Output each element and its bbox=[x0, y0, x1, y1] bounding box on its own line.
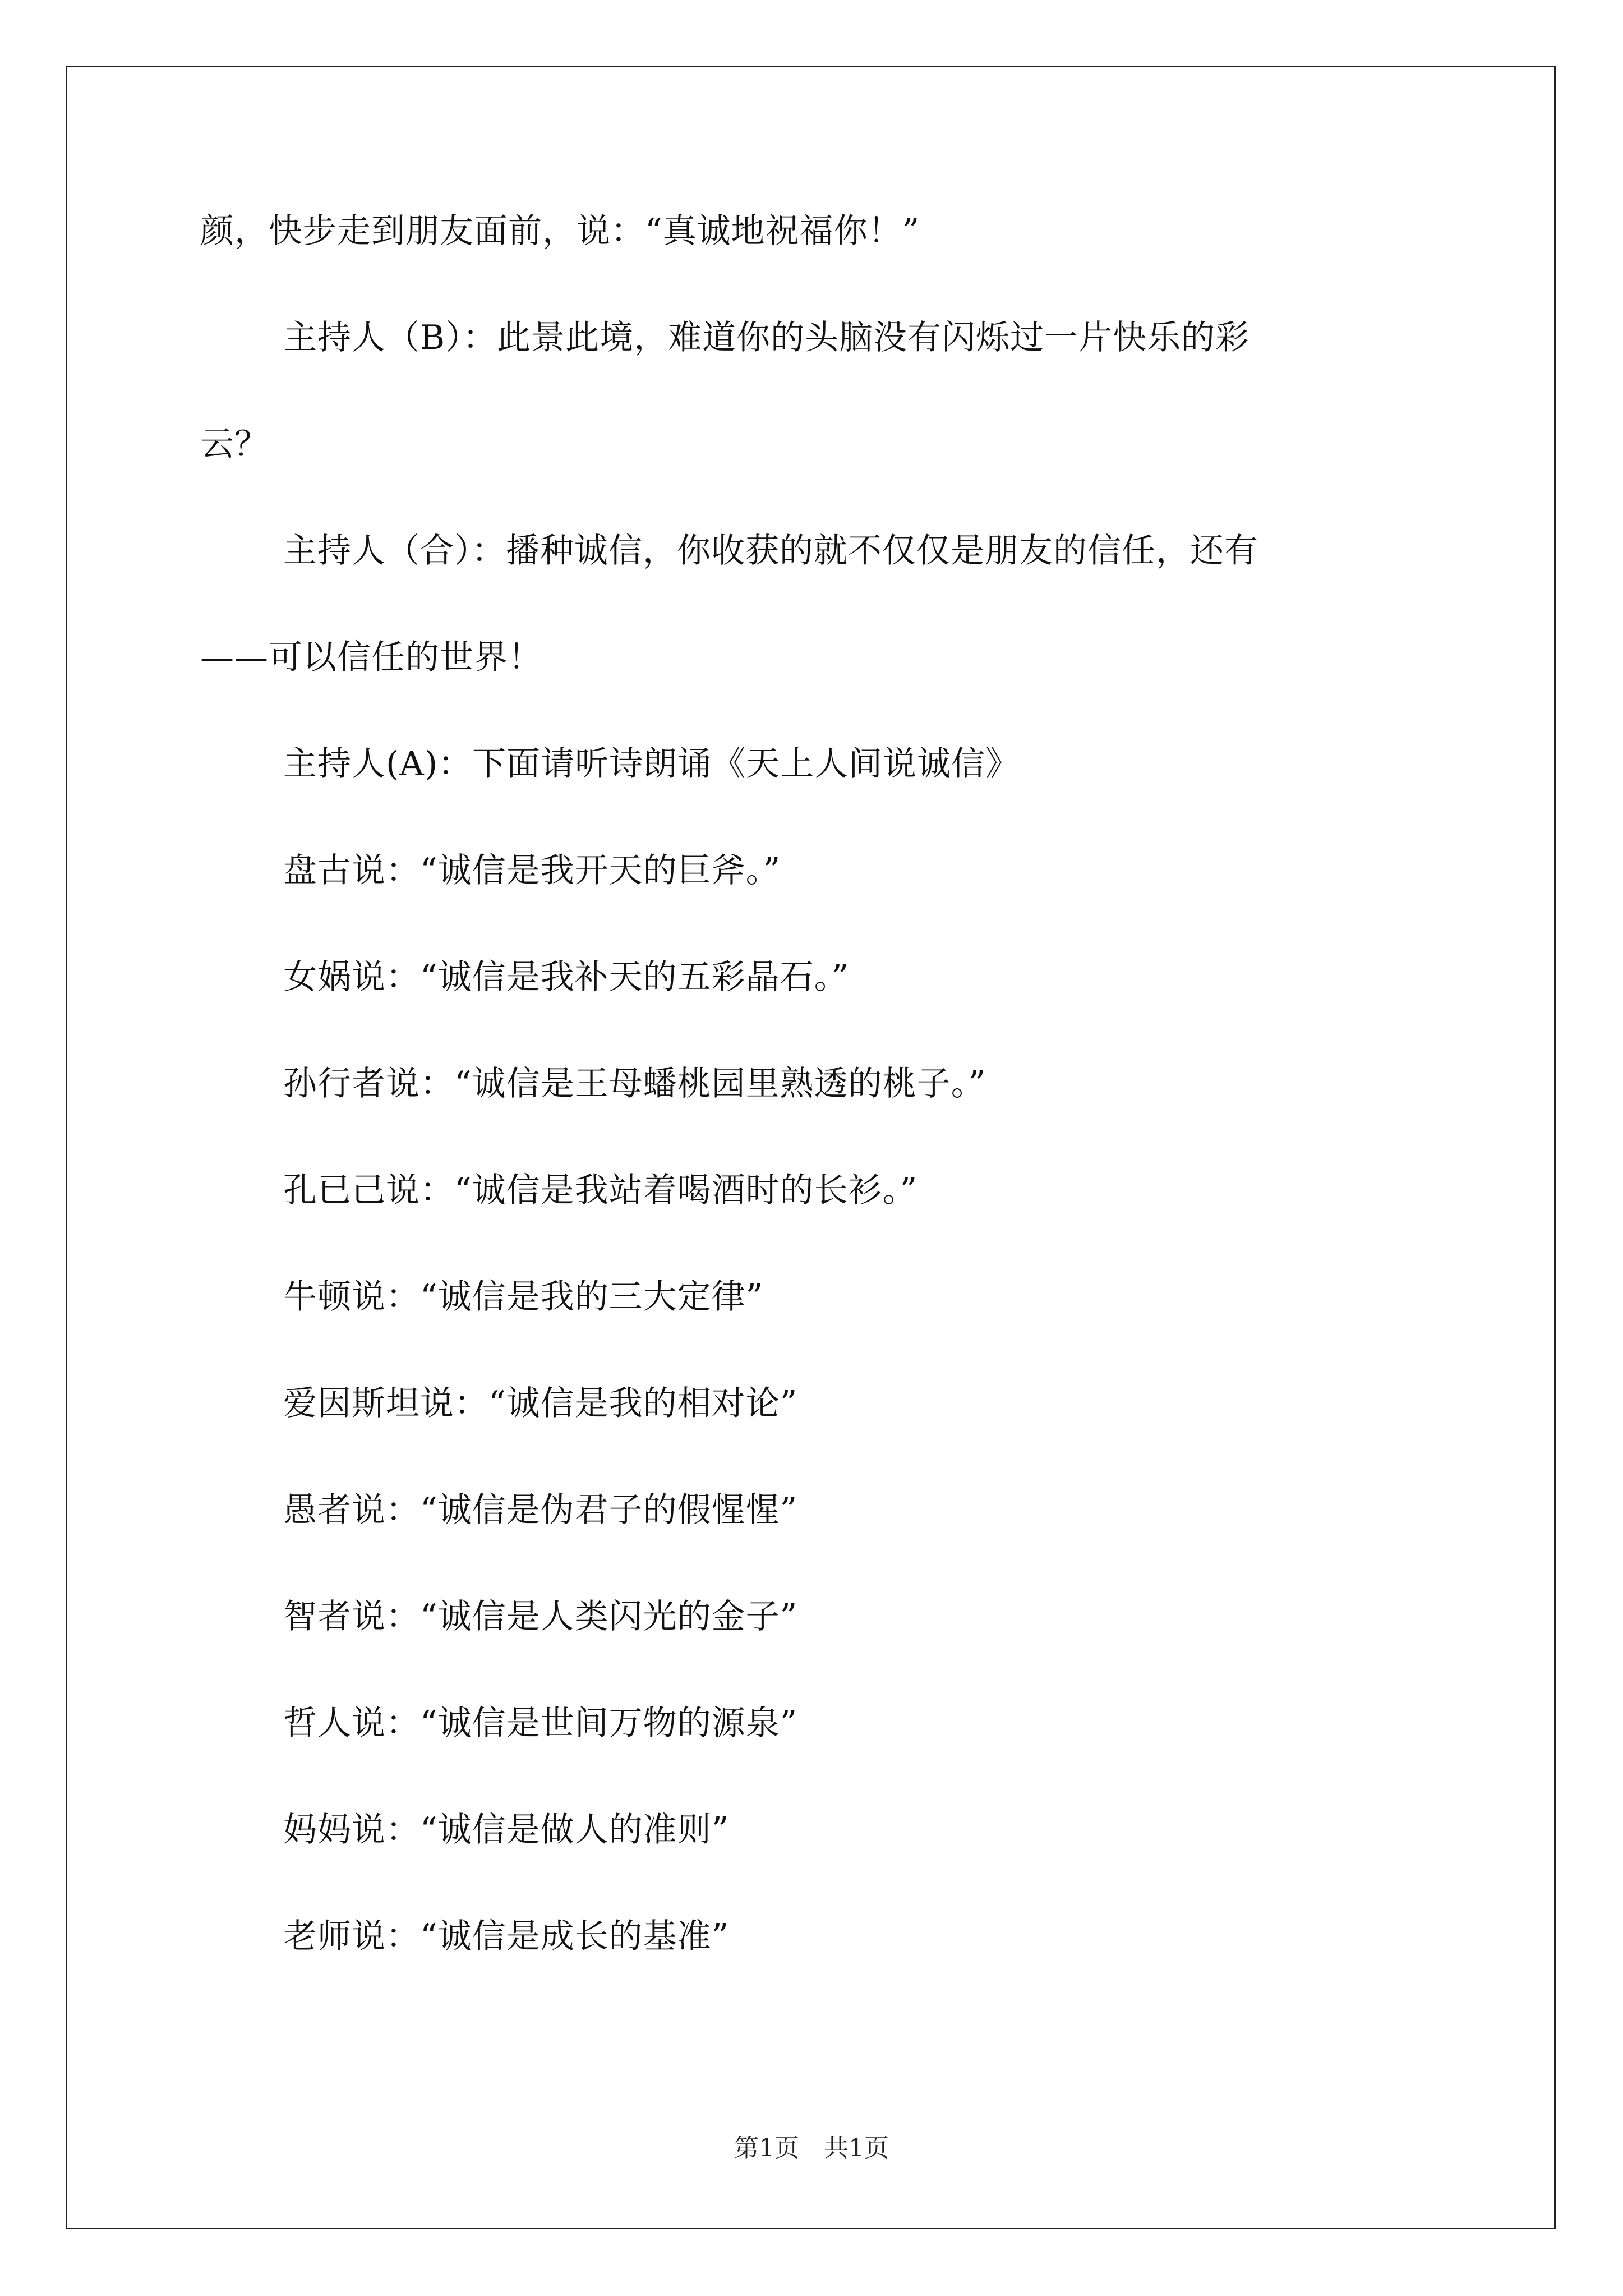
page-number-footer: 第1页 共1页 bbox=[734, 2134, 889, 2162]
document-body bbox=[200, 209, 1423, 2021]
text-line-3: 云？ bbox=[200, 425, 269, 464]
text-line-8: 女娲说：“诚信是我补天的五彩晶石。” bbox=[283, 958, 850, 997]
text-line-10: 孔已己说：“诚信是我站着喝酒时的长衫。” bbox=[283, 1171, 918, 1210]
text-line-5: ——可以信任的世界！ bbox=[200, 638, 542, 677]
text-line-11: 牛顿说：“诚信是我的三大定律” bbox=[283, 1277, 764, 1317]
text-line-4: 主持人（合）：播种诚信，你收获的就不仅仅是朋友的信任，还有 bbox=[283, 531, 1258, 570]
text-line-13: 愚者说：“诚信是伪君子的假惺惺” bbox=[283, 1490, 798, 1530]
text-line-15: 哲人说：“诚信是世间万物的源泉” bbox=[283, 1704, 798, 1743]
text-line-12: 爱因斯坦说：“诚信是我的相对论” bbox=[283, 1384, 798, 1423]
text-line-16: 妈妈说：“诚信是做人的准则” bbox=[283, 1810, 730, 1849]
text-line-1: 颜，快步走到朋友面前，说：“真诚地祝福你！” bbox=[200, 211, 920, 251]
text-line-2: 主持人（B）：此景此境，难道你的头脑没有闪烁过一片快乐的彩 bbox=[283, 318, 1250, 357]
text-line-17: 老师说：“诚信是成长的基准” bbox=[283, 1917, 730, 1956]
text-line-9: 孙行者说：“诚信是王母蟠桃园里熟透的桃子。” bbox=[283, 1064, 986, 1103]
text-line-7: 盘古说：“诚信是我开天的巨斧。” bbox=[283, 851, 781, 890]
text-line-6: 主持人(A)：下面请听诗朗诵《天上人间说诚信》 bbox=[283, 744, 1020, 784]
text-line-14: 智者说：“诚信是人类闪光的金子” bbox=[283, 1597, 798, 1636]
